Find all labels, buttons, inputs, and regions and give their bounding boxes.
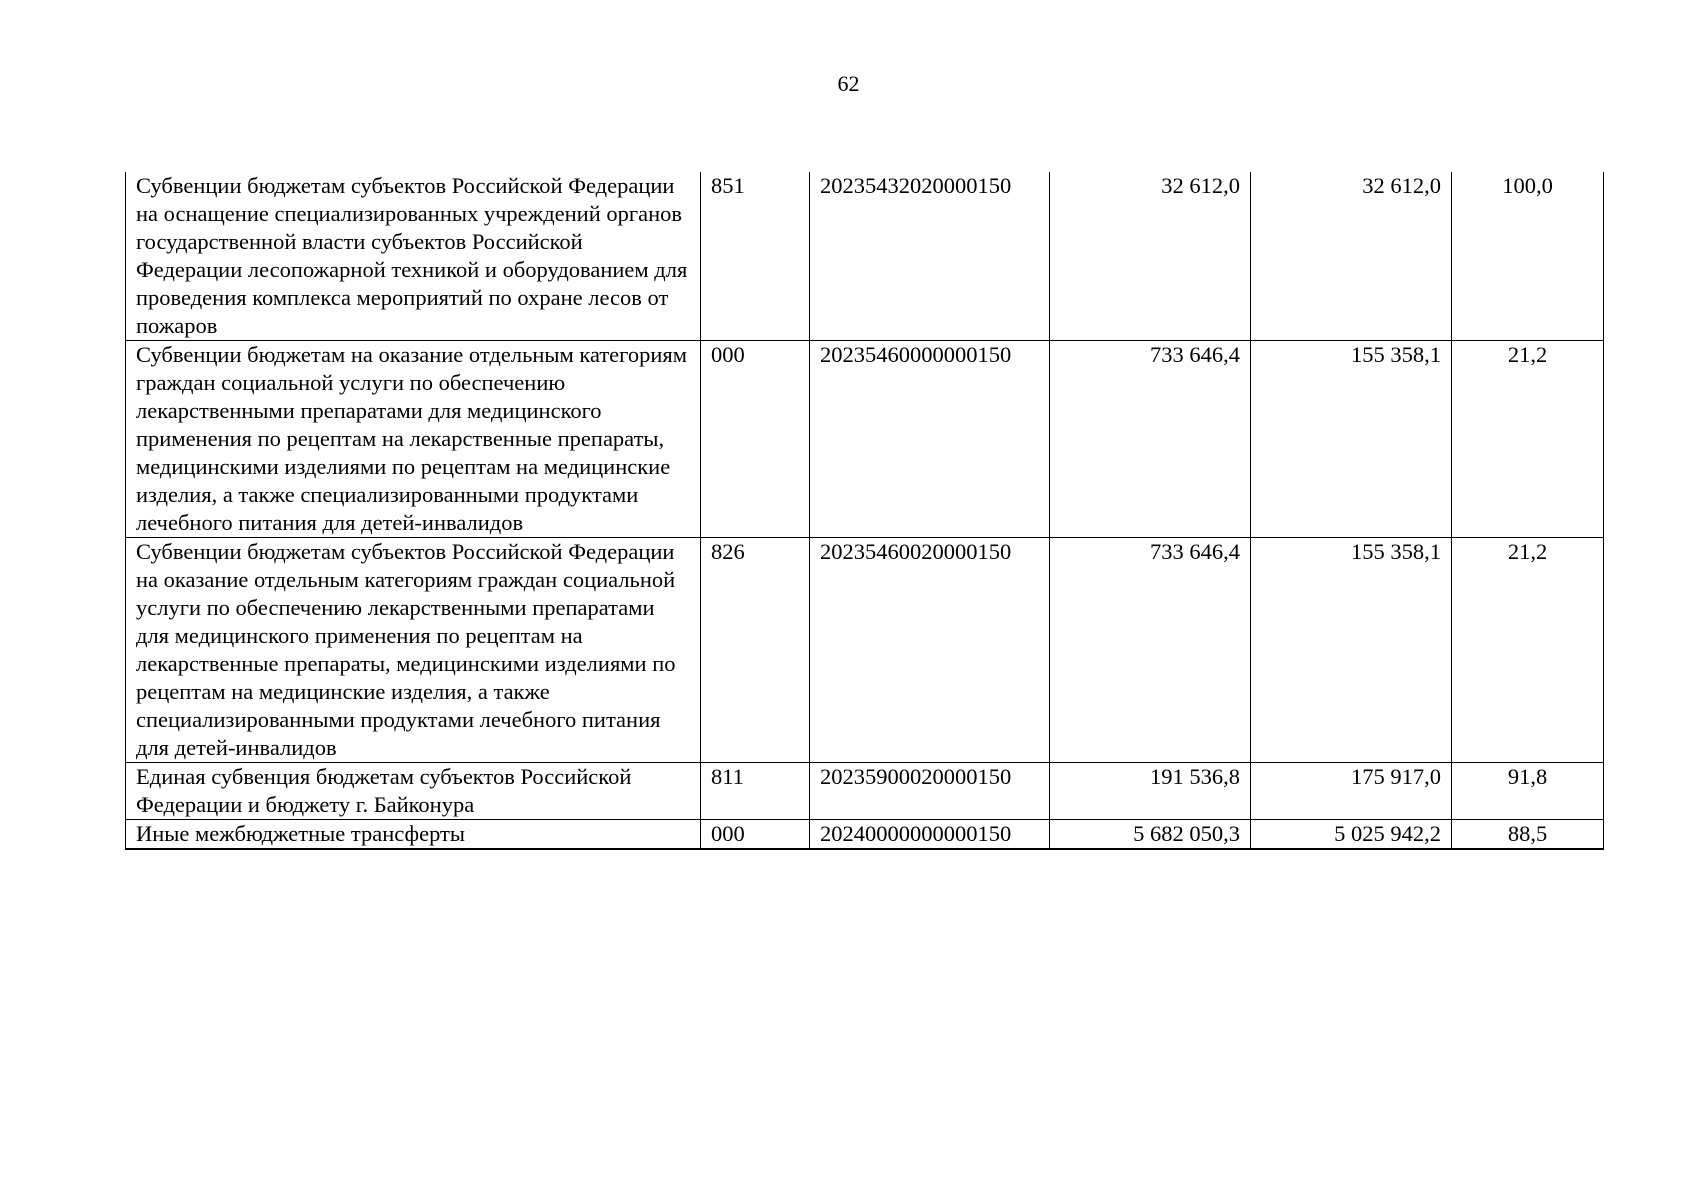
row-fact-amount-cell: 175 917,0 [1251,763,1452,820]
row-budget-code-cell: 20235460000000150 [810,341,1050,538]
row-percent-cell: 91,8 [1452,763,1604,820]
table-row [126,820,1604,850]
row-fact-amount-cell: 32 612,0 [1251,172,1452,341]
table-row [126,538,1604,763]
row-name-cell: Единая субвенция бюджетам субъектов Российской Федерации и бюджету г. Байконура [126,763,701,820]
row-plan-amount-cell: 32 612,0 [1050,172,1251,341]
row-budget-code-cell: 20240000000000150 [810,820,1050,850]
table-row [126,341,1604,538]
row-name-cell: Иные межбюджетные трансферты [126,820,701,850]
row-admin-code-cell: 000 [701,820,810,850]
row-name-cell: Субвенции бюджетам на оказание отдельным категориям граждан социальной услуги по обеспечению лекарственными препаратами для медицинского применения по рецептам на лекарственные препараты, медицинскими изделиями по рецептам на медицинские изделия, а также специализированными продуктами лечебного питания для детей-инвалидов [126,341,701,538]
row-budget-code-cell: 20235900020000150 [810,763,1050,820]
row-plan-amount-cell: 733 646,4 [1050,538,1251,763]
row-fact-amount-cell: 155 358,1 [1251,341,1452,538]
row-name-cell: Субвенции бюджетам субъектов Российской Федерации на оснащение специализированных учреждений органов государственной власти субъектов Российской Федерации лесопожарной техникой и оборудованием для проведения комплекса мероприятий по охране лесов от пожаров [126,172,701,341]
table-row [126,763,1604,820]
row-percent-cell: 100,0 [1452,172,1604,341]
row-budget-code-cell: 20235432020000150 [810,172,1050,341]
row-fact-amount-cell: 155 358,1 [1251,538,1452,763]
row-percent-cell: 21,2 [1452,341,1604,538]
row-admin-code-cell: 000 [701,341,810,538]
row-percent-cell: 88,5 [1452,820,1604,850]
row-plan-amount-cell: 733 646,4 [1050,341,1251,538]
budget-table [125,172,1604,850]
row-name-cell: Субвенции бюджетам субъектов Российской Федерации на оказание отдельным категориям граждан социальной услуги по обеспечению лекарственными препаратами для медицинского применения по рецептам на лекарственные препараты, медицинскими изделиями по рецептам на медицинские изделия, а также специализированными продуктами лечебного питания для детей-инвалидов [126,538,701,763]
table-row [126,172,1604,341]
row-admin-code-cell: 851 [701,172,810,341]
row-plan-amount-cell: 191 536,8 [1050,763,1251,820]
row-admin-code-cell: 811 [701,763,810,820]
row-budget-code-cell: 20235460020000150 [810,538,1050,763]
row-plan-amount-cell: 5 682 050,3 [1050,820,1251,850]
row-admin-code-cell: 826 [701,538,810,763]
page-number: 62 [837,71,860,96]
row-fact-amount-cell: 5 025 942,2 [1251,820,1452,850]
row-percent-cell: 21,2 [1452,538,1604,763]
